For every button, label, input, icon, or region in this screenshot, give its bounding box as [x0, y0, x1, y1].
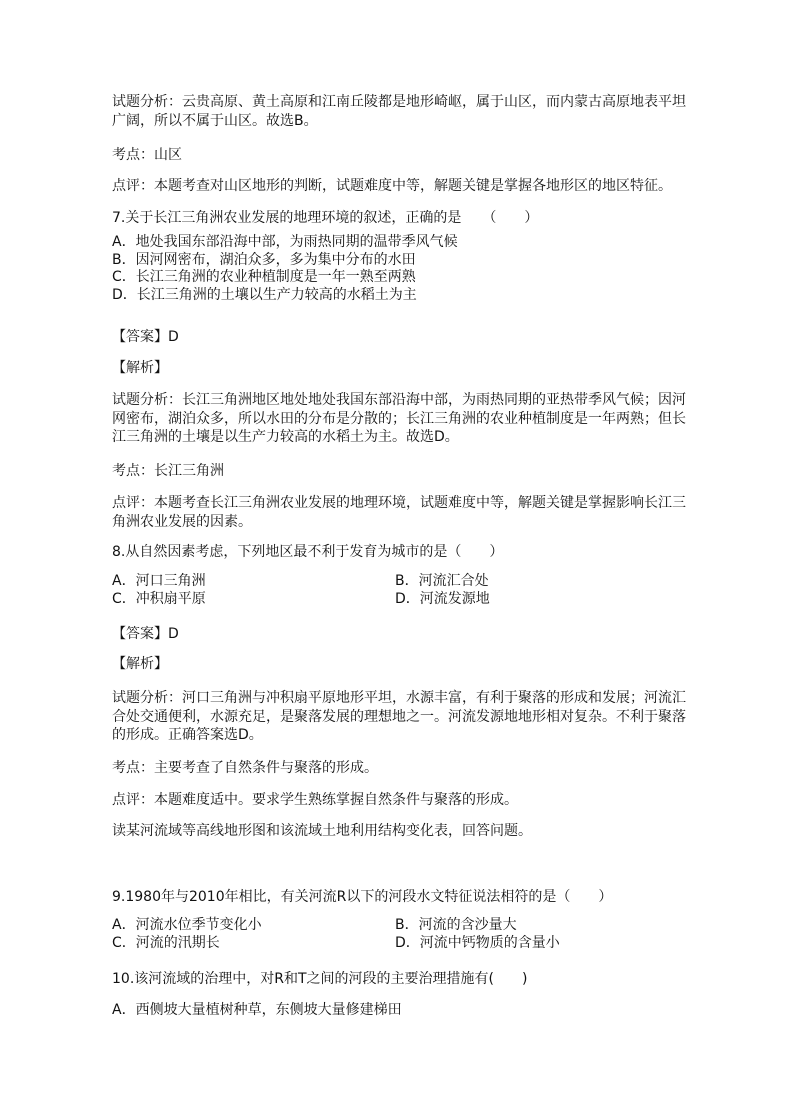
- q7-comment: 点评：本题考查长江三角洲农业发展的地理环境，试题难度中等，解题关键是掌握影响长江三角洲农业发展的因素。: [112, 495, 686, 530]
- q10-question: 10.该河流域的治理中，对R和T之间的河段的主要治理措施有( ): [112, 971, 528, 987]
- q9-option-a: A．河流水位季节变化小: [112, 917, 262, 933]
- q8-answer: 【答案】D: [112, 626, 179, 642]
- q8-option-b: B．河流汇合处: [395, 573, 489, 589]
- q9-option-d: D．河流中钙物质的含量小: [395, 935, 560, 951]
- q7-option-a: A．地处我国东部沿海中部，为雨热同期的温带季风气候: [112, 234, 458, 250]
- q8-analysis-heading: 【解析】: [112, 656, 168, 672]
- q7-option-c: C．长江三角洲的农业种植制度是一年一熟至两熟: [112, 269, 416, 285]
- intro-text: 读某河流域等高线地形图和该流域土地利用结构变化表，回答问题。: [112, 823, 532, 839]
- q10-option-a: A．西侧坡大量植树种草，东侧坡大量修建梯田: [112, 1002, 402, 1018]
- q7-option-d: D．长江三角洲的土壤以生产力较高的水稻土为主: [112, 287, 417, 303]
- q7-answer: 【答案】D: [112, 329, 179, 345]
- q7-point: 考点：长江三角洲: [112, 463, 224, 479]
- q6-point: 考点：山区: [112, 147, 182, 163]
- q9-question: 9.1980年与2010年相比，有关河流R以下的河段水文特征说法相符的是（ ）: [112, 889, 613, 905]
- q7-analysis: 试题分析：长江三角洲地区地处地处我国东部沿海中部，为雨热同期的亚热带季风气候；因河网密布，湖泊众多，所以水田的分布是分散的；长江三角洲的农业种植制度是一年两熟；但长江三角洲的土壤是以生产力较高的水稻土为主。故选D。: [112, 392, 686, 445]
- q8-comment: 点评：本题难度适中。要求学生熟练掌握自然条件与聚落的形成。: [112, 792, 518, 808]
- q7-analysis-heading: 【解析】: [112, 360, 168, 376]
- q8-point: 考点：主要考查了自然条件与聚落的形成。: [112, 760, 378, 776]
- q8-question: 8.从自然因素考虑，下列地区最不利于发育为城市的是（ ）: [112, 544, 504, 560]
- q8-option-a: A．河口三角洲: [112, 573, 206, 589]
- q7-option-b: B．因河网密布，湖泊众多，多为集中分布的水田: [112, 252, 416, 268]
- q6-analysis: 试题分析：云贵高原、黄土高原和江南丘陵都是地形崎岖，属于山区，而内蒙古高原地表平坦广阔，所以不属于山区。故选B。: [112, 94, 686, 129]
- q8-option-c: C．冲积扇平原: [112, 591, 206, 607]
- q7-question: 7.关于长江三角洲农业发展的地理环境的叙述，正确的是 （ ）: [112, 210, 539, 226]
- q8-option-d: D．河流发源地: [395, 591, 490, 607]
- q9-option-c: C．河流的汛期长: [112, 935, 220, 951]
- q8-analysis: 试题分析：河口三角洲与冲积扇平原地形平坦，水源丰富，有利于聚落的形成和发展；河流汇合处交通便利，水源充足，是聚落发展的理想地之一。河流发源地地形相对复杂。不利于聚落的形成。正确答案选D。: [112, 690, 686, 743]
- q9-option-b: B．河流的含沙量大: [395, 917, 517, 933]
- q6-comment: 点评：本题考查对山区地形的判断，试题难度中等，解题关键是掌握各地形区的地区特征。: [112, 178, 672, 194]
